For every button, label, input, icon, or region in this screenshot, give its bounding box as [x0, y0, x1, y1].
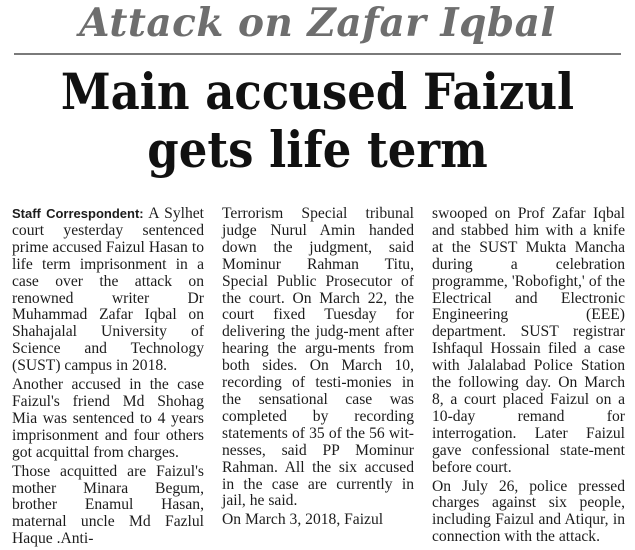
article-paragraph: Another accused in the case Faizul's friend Md Shohag Mia was sentenced to 4 years imprisonment and four others got acquittal from charges. [12, 376, 204, 461]
article-paragraph: On March 3, 2018, Faizul [222, 511, 384, 529]
article-column-1 [12, 206, 204, 550]
kicker-heading: Attack on Zafar Iqbal [79, 0, 556, 46]
divider-rule [14, 53, 621, 55]
article-paragraph: Those acquitted are Faizul's mother Minara Begum, brother Enamul Hasan, maternal uncle Md Fazlul Haque .Anti- [12, 462, 204, 548]
article-paragraph: On July 26, police pressed charges against six people, including Faizul and Atiqur, in connection with the attack. [432, 477, 625, 546]
headline-line-1: Main accused Faizul [60, 62, 575, 121]
headline-line-2: gets life term [147, 120, 488, 179]
paragraph-text: A Sylhet court yesterday sentenced prime accused Faizul Hasan to life term imprisonment in a case over the attack on renowned writer Dr Muhammad Zafar Iqbal on Shahajalal University of Science and Technology (SUST) campus in 2018. [12, 205, 204, 375]
byline: Staff Correspondent: [12, 206, 144, 221]
article-paragraph [12, 206, 204, 375]
headline [32, 63, 604, 179]
article-paragraph: swooped on Prof Zafar Iqbal and stabbed him with a knife at the SUST Mukta Mancha during a celebration programme, 'Robofight,' of the Electrical and Electronic Engineering (EEE) department. SUST registrar Ishfaqul Hossain filed a case with Jalalabad Police Station the following day. On March 8, a court placed Faizul on a 10-day remand for interrogation. Later Faizul gave confessional state-ment before court. [432, 205, 625, 476]
article-column-2 [222, 206, 414, 531]
article-paragraph: Terrorism Special tribunal judge Nurul Amin handed down the judgment, said Mominur Rahman Titu, Special Public Prosecutor of the court. On March 22, the court fixed Tuesday for delivering the judg-ment after hearing the argu-ments from both sides. On March 10, recording of testi-monies in the sensational case was completed by recording statements of 35 of the 56 wit-nesses, said PP Mominur Rahman. All the six accused in the case are currently in jail, he said. [222, 205, 414, 510]
article-column-3 [432, 206, 625, 548]
